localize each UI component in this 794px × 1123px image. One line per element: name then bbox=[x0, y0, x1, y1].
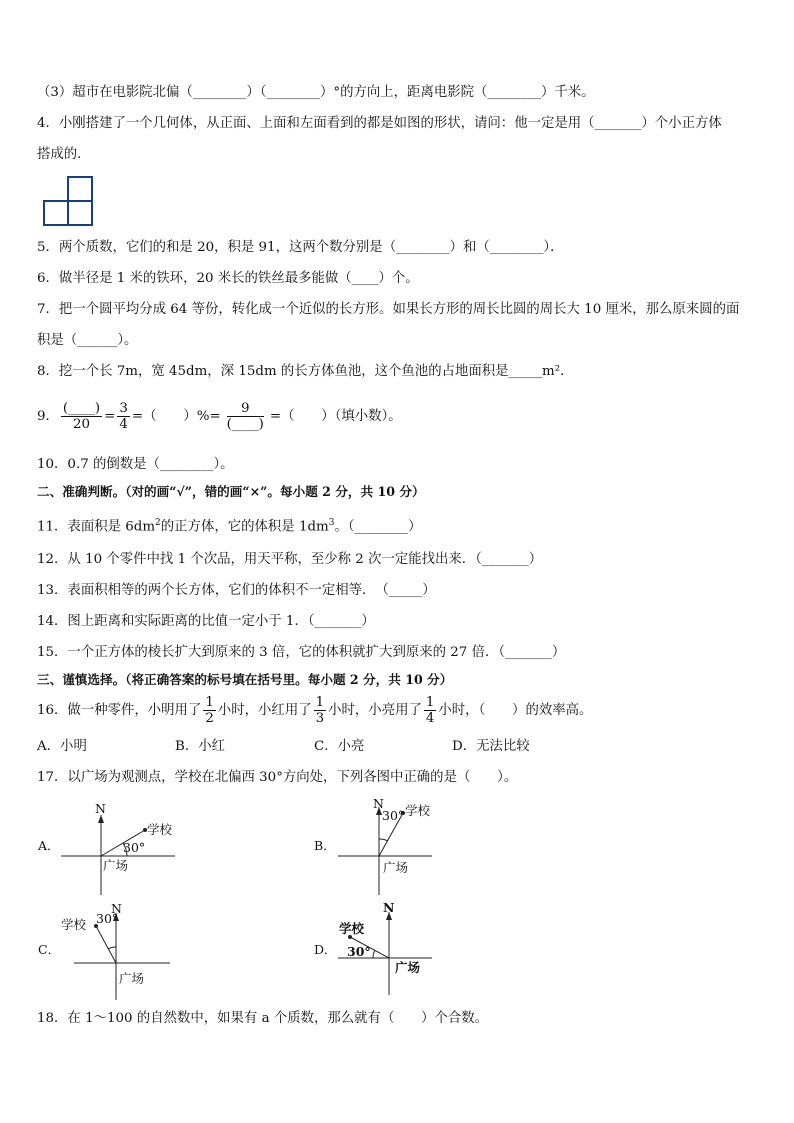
q9-fraction-3-denominator: (____) bbox=[226, 417, 264, 432]
q11-exponent-1: 2 bbox=[155, 518, 161, 528]
q16-text-1: 16．做一种零件，小明用了 bbox=[37, 703, 202, 718]
q16-fraction-half bbox=[203, 695, 216, 726]
q17-d-school-label: 学校 bbox=[339, 921, 365, 936]
q17-b-north-label: N bbox=[373, 796, 384, 811]
q13: 13．表面积相等的两个长方体，它们的体积不一定相等． （_____） bbox=[37, 583, 436, 598]
q10: 10．0.7 的倒数是（________）。 bbox=[37, 457, 234, 472]
q17-a-angle-label: 30° bbox=[123, 840, 146, 855]
q15: 15．一个正方体的棱长扩大到原来的 3 倍，它的体积就扩大到原来的 27 倍．（_______） bbox=[37, 645, 566, 660]
section-3-heading: 三、谨慎选择。（将正确答案的标号填在括号里。每小题 2 分，共 10 分） bbox=[37, 672, 453, 687]
q16-text-3: 小时，小亮用了 bbox=[328, 703, 422, 718]
q6: 6．做半径是 1 米的铁环，20 米长的铁丝最多能做（____）个。 bbox=[37, 271, 419, 286]
q16-fraction-third bbox=[314, 695, 327, 726]
q3-sub-question: （3）超市在电影院北偏（________）（________）°的方向上，距离电影院（________）千米。 bbox=[37, 85, 595, 100]
q9-number: 9． bbox=[37, 409, 59, 424]
q9-fraction-2-numerator: 3 bbox=[119, 401, 128, 416]
q9-fraction-3 bbox=[227, 401, 264, 432]
q16-text-2: 小时，小红用了 bbox=[217, 703, 312, 718]
q18: 18．在 1～100 的自然数中，如果有 a 个质数，那么就有（ ）个合数。 bbox=[37, 1011, 489, 1026]
q9-equals-1: = bbox=[104, 409, 116, 424]
q17-b-angle-label: 30° bbox=[382, 808, 405, 823]
q7-line-2: 积是（______）。 bbox=[37, 333, 138, 348]
q17-label-a[interactable]: A． bbox=[38, 838, 60, 853]
q9-decimal-blank: （ ）（填小数）。 bbox=[281, 409, 402, 424]
q17-c-north-label: N bbox=[111, 901, 122, 916]
q4-line-2: 搭成的． bbox=[37, 147, 91, 162]
q16-fraction-third-numerator: 1 bbox=[315, 695, 325, 710]
q16-fraction-quarter bbox=[424, 695, 437, 726]
q17-label-b[interactable]: B． bbox=[314, 838, 336, 853]
q11-text-1: 11．表面积是 6dm bbox=[37, 519, 156, 535]
q5: 5．两个质数，它们的和是 20，积是 91，这两个数分别是（________）和（________）． bbox=[37, 240, 564, 255]
q11-exponent-2: 3 bbox=[328, 518, 335, 528]
section-2-heading: 二、准确判断。（对的画“√”，错的画“×”。每小题 2 分，共 10 分） bbox=[37, 484, 425, 499]
q9-fraction-1 bbox=[61, 401, 102, 432]
q17-a-school-label: 学校 bbox=[147, 822, 173, 837]
q9-fraction-1-denominator: 20 bbox=[73, 417, 91, 432]
q16-fraction-half-denominator: 2 bbox=[205, 711, 214, 726]
q9-fraction-3-numerator: 9 bbox=[227, 401, 264, 417]
q16-option-c[interactable]: C．小亮 bbox=[314, 739, 365, 754]
q8: 8．挖一个长 7m，宽 45dm，深 15dm 的长方体鱼池，这个鱼池的占地面积是_____m²． bbox=[37, 364, 574, 379]
q17-c-school-label: 学校 bbox=[61, 917, 87, 932]
q16 bbox=[37, 690, 766, 732]
q14: 14．图上距离和实际距离的比值一定小于 1．（_______） bbox=[37, 614, 375, 629]
q16-fraction-half-numerator: 1 bbox=[205, 695, 214, 710]
q16-fraction-quarter-numerator: 1 bbox=[425, 695, 435, 710]
q9-equals-3: = bbox=[269, 409, 282, 424]
q16-option-d[interactable]: D．无法比较 bbox=[452, 739, 530, 754]
q9-equals-2: = bbox=[131, 409, 144, 424]
q17-d-angle-label: 30° bbox=[347, 944, 371, 959]
q17-b-school-label: 学校 bbox=[405, 803, 431, 818]
q11-text-3: 。（________） bbox=[334, 519, 422, 535]
q11-text-2: 的正方体，它的体积是 1dm bbox=[160, 519, 329, 535]
q4-line-1: 4．小刚搭建了一个几何体，从正面、上面和左面看到的都是如图的形状，请问：他一定是用（_______）个小正方体 bbox=[37, 116, 722, 131]
q17: 17．以广场为观测点，学校在北偏西 30°方向处，下列各图中正确的是（ ）。 bbox=[37, 770, 518, 785]
q9-percent-blank: （ ）%= bbox=[143, 409, 221, 424]
q9-fraction-1-numerator: (____) bbox=[62, 401, 101, 416]
q16-option-a[interactable]: A．小明 bbox=[37, 739, 87, 754]
q17-b-square-label: 广场 bbox=[383, 860, 409, 875]
q9 bbox=[37, 396, 766, 438]
q4-view-shape bbox=[43, 175, 95, 227]
q17-c-angle-label: 30° bbox=[96, 911, 119, 926]
q16-option-b[interactable]: B．小红 bbox=[175, 739, 226, 754]
q17-label-c[interactable]: C． bbox=[38, 942, 61, 957]
q17-a-north-label: N bbox=[95, 801, 106, 816]
q11 bbox=[37, 513, 766, 537]
q17-option-figures bbox=[0, 795, 794, 1005]
q9-fraction-2 bbox=[117, 401, 130, 432]
q17-label-d[interactable]: D． bbox=[314, 942, 337, 957]
q16-fraction-third-denominator: 3 bbox=[315, 711, 325, 726]
q7-line-1: 7．把一个圆平均分成 64 等份，转化成一个近似的长方形。如果长方形的周长比圆的周长大 10 厘米，那么原来圆的面 bbox=[37, 302, 740, 317]
q17-a-square-label: 广场 bbox=[103, 858, 129, 873]
q17-c-square-label: 广场 bbox=[119, 971, 145, 986]
q12: 12．从 10 个零件中找 1 个次品，用天平称，至少称 2 次一定能找出来．（_______） bbox=[37, 552, 543, 567]
q17-d-square-label: 广场 bbox=[395, 960, 421, 975]
q17-d-north-label: N bbox=[383, 900, 395, 915]
q16-fraction-quarter-denominator: 4 bbox=[425, 711, 435, 726]
q9-fraction-2-denominator: 4 bbox=[119, 417, 128, 432]
q16-text-4: 小时，（ ）的效率高。 bbox=[438, 703, 593, 718]
